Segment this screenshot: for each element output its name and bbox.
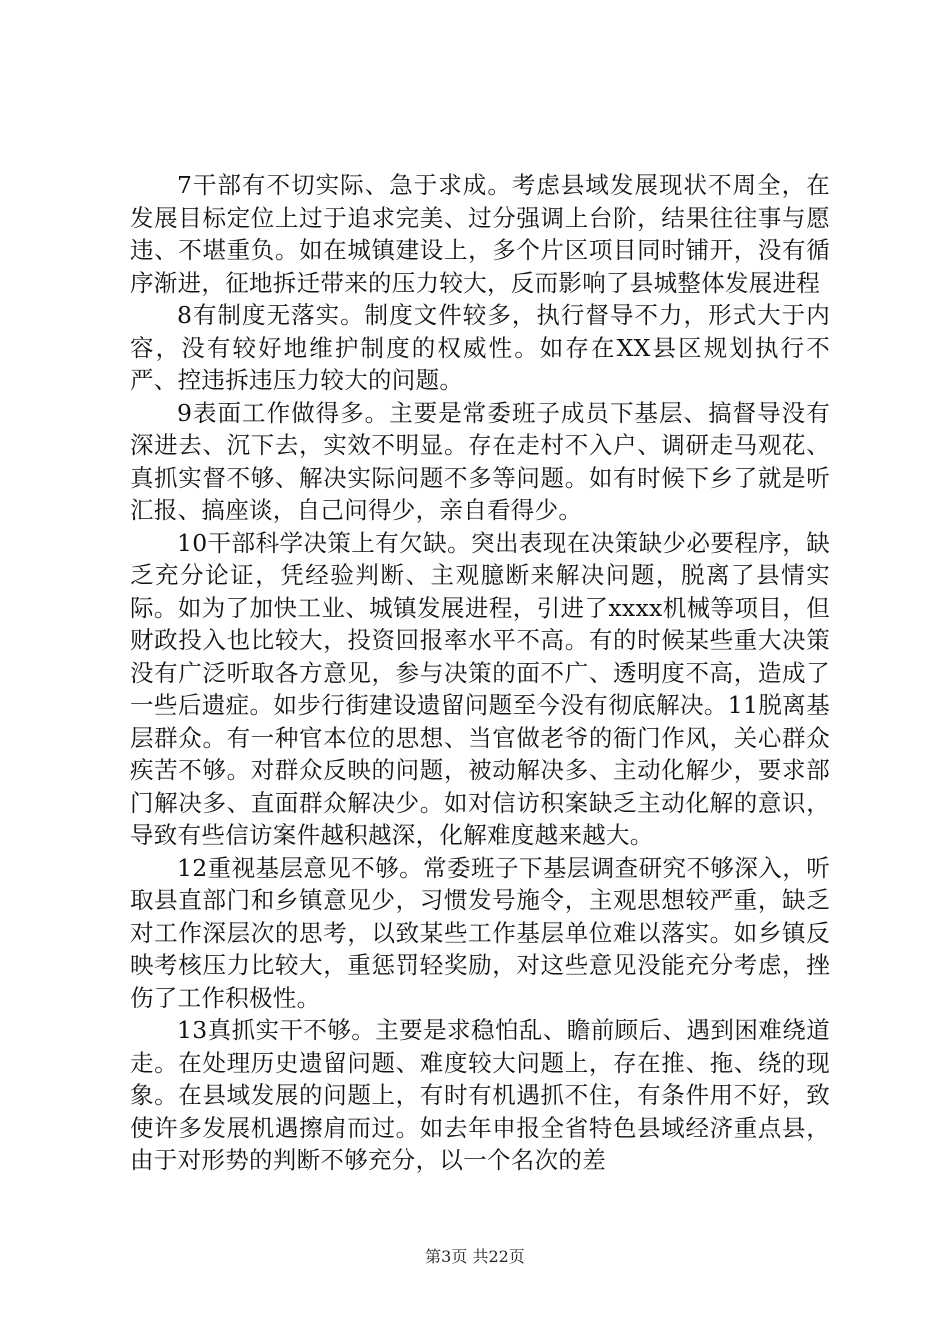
document-body xyxy=(130,169,830,1177)
paragraph: 13真抓实干不够。主要是求稳怕乱、瞻前顾后、遇到困难绕道走。在处理历史遗留问题、难度较大问题上，存在推、拖、绕的现象。在县域发展的问题上，有时有机遇抓不住，有条件用不好，致使许多发展机遇擦肩而过。如去年申报全省特色县域经济重点县，由于对形势的判断不够充分，以一个名次的差 xyxy=(130,1016,830,1174)
page-footer: 第3页 共22页 xyxy=(425,1247,525,1266)
paragraph: 10干部科学决策上有欠缺。突出表现在决策缺少必要程序，缺乏充分论证，凭经验判断、主观臆断来解决问题，脱离了县情实际。如为了加快工业、城镇发展进程，引进了xxxx机械等项目，但财政投入也比较大，投资回报率水平不高。有的时候某些重大决策没有广泛听取各方意见，参与决策的面不广、透明度不高，造成了一些后遗症。如步行街建设遗留问题至今没有彻底解决。11脱离基层群众。有一种官本位的思想、当官做老爷的衙门作风，关心群众疾苦不够。对群众反映的问题，被动解决多、主动化解少，要求部门解决多、直面群众解决少。如对信访积案缺乏主动化解的意识，导致有些信访案件越积越深，化解难度越来越大。 xyxy=(130,528,830,849)
paragraph: 8有制度无落实。制度文件较多，执行督导不力，形式大于内容，没有较好地维护制度的权威性。如存在XX县区规划执行不严、控违拆违压力较大的问题。 xyxy=(130,301,830,394)
paragraph: 9表面工作做得多。主要是常委班子成员下基层、搞督导没有深进去、沉下去，实效不明显。存在走村不入户、调研走马观花、真抓实督不够、解决实际问题不多等问题。如有时候下乡了就是听汇报、搞座谈，自己问得少，亲自看得少。 xyxy=(130,398,830,524)
paragraph: 7干部有不切实际、急于求成。考虑县域发展现状不周全，在发展目标定位上过于追求完美、过分强调上台阶，结果往往事与愿违、不堪重负。如在城镇建设上，多个片区项目同时铺开，没有循序渐进，征地拆迁带来的压力较大，反而影响了县城整体发展进程 xyxy=(130,171,830,297)
paragraph: 12重视基层意见不够。常委班子下基层调查研究不够深入，听取县直部门和乡镇意见少，习惯发号施令，主观思想较严重，缺乏对工作深层次的思考，以致某些工作基层单位难以落实。如乡镇反映考核压力比较大，重惩罚轻奖励，对这些意见没能充分考虑，挫伤了工作积极性。 xyxy=(130,853,830,1012)
